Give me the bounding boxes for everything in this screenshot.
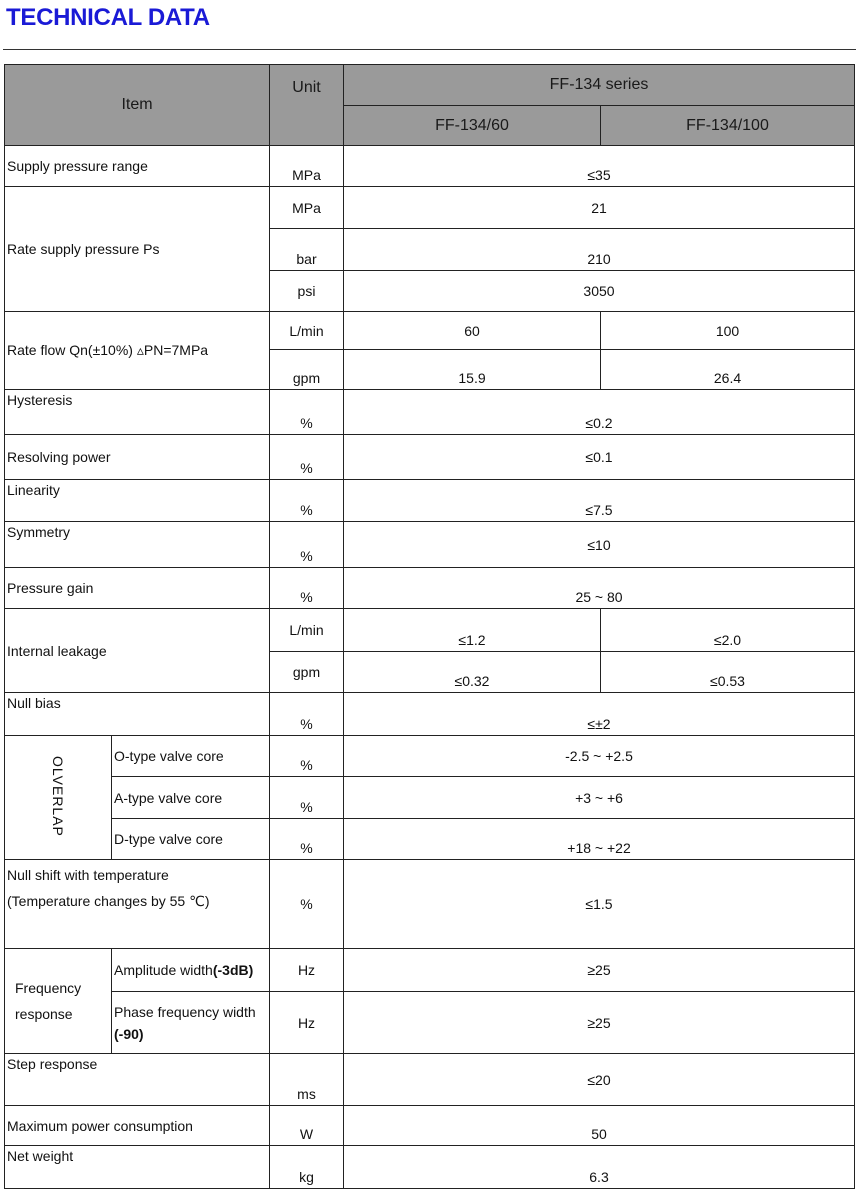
row-label: Internal leakage xyxy=(5,609,270,693)
row-value: 6.3 xyxy=(344,1146,855,1189)
row-value: ≤0.2 xyxy=(344,390,855,435)
row-label: Net weight xyxy=(5,1146,270,1189)
header-item: Item xyxy=(5,65,270,146)
row-label: Symmetry xyxy=(5,522,270,568)
row-value-a: ≤1.2 xyxy=(344,609,601,652)
row-unit: Hz xyxy=(270,949,344,992)
row-label: Pressure gain xyxy=(5,568,270,609)
row-value-b: ≤2.0 xyxy=(601,609,855,652)
title-divider xyxy=(3,49,856,50)
row-unit: bar xyxy=(270,229,344,271)
row-label: A-type valve core xyxy=(112,777,270,819)
row-unit: % xyxy=(270,736,344,777)
row-value: ≤10 xyxy=(344,522,855,568)
table-row xyxy=(5,1054,855,1106)
row-unit: % xyxy=(270,522,344,568)
row-unit: % xyxy=(270,435,344,480)
table-row xyxy=(5,480,855,522)
table-row xyxy=(5,609,855,652)
row-unit: % xyxy=(270,860,344,949)
row-value: +18 ~ +22 xyxy=(344,819,855,860)
row-value: ≤7.5 xyxy=(344,480,855,522)
page-title: TECHNICAL DATA xyxy=(6,4,210,31)
table-row xyxy=(5,819,855,860)
row-label-line1: Null shift with temperature xyxy=(7,867,169,883)
row-value: 25 ~ 80 xyxy=(344,568,855,609)
row-value-a: ≤0.32 xyxy=(344,652,601,693)
table-row xyxy=(5,390,855,435)
row-value: 21 xyxy=(344,187,855,229)
table-row xyxy=(5,949,855,992)
row-unit: gpm xyxy=(270,350,344,390)
row-value: ≤1.5 xyxy=(344,860,855,949)
row-value: 3050 xyxy=(344,271,855,312)
row-label xyxy=(112,949,270,992)
overlap-group-label xyxy=(5,736,112,860)
header-unit: Unit xyxy=(270,65,344,146)
row-unit: % xyxy=(270,390,344,435)
table-row xyxy=(5,568,855,609)
header-series: FF-134 series xyxy=(344,65,855,106)
row-value-b: ≤0.53 xyxy=(601,652,855,693)
row-label xyxy=(112,992,270,1054)
table-row xyxy=(5,1106,855,1146)
row-label-line2: (Temperature changes by 55 ℃) xyxy=(7,893,210,909)
row-value: -2.5 ~ +2.5 xyxy=(344,736,855,777)
row-unit: % xyxy=(270,777,344,819)
table-row xyxy=(5,736,855,777)
amp-item-text: Amplitude width xyxy=(114,962,213,978)
table-row xyxy=(5,860,855,949)
row-value: +3 ~ +6 xyxy=(344,777,855,819)
row-label: Linearity xyxy=(5,480,270,522)
header-model-b: FF-134/100 xyxy=(601,106,855,146)
row-label: Step response xyxy=(5,1054,270,1106)
row-value-b: 26.4 xyxy=(601,350,855,390)
row-unit: gpm xyxy=(270,652,344,693)
row-unit: L/min xyxy=(270,312,344,350)
frequency-group-label xyxy=(5,949,112,1054)
row-label: Rate supply pressure Ps xyxy=(5,187,270,312)
row-value: ≤0.1 xyxy=(344,435,855,480)
row-unit: % xyxy=(270,480,344,522)
amp-item-bold: (-3dB) xyxy=(212,962,254,978)
row-unit: Hz xyxy=(270,992,344,1054)
row-label: Maximum power consumption xyxy=(5,1106,270,1146)
table-row xyxy=(5,146,855,187)
row-value-b: 100 xyxy=(601,312,855,350)
row-value: ≤35 xyxy=(344,146,855,187)
row-value-a: 60 xyxy=(344,312,601,350)
phase-item-bold: (-90) xyxy=(114,1025,144,1042)
row-label: O-type valve core xyxy=(112,736,270,777)
row-unit: ms xyxy=(270,1054,344,1106)
row-label: Hysteresis xyxy=(5,390,270,435)
row-label: D-type valve core xyxy=(112,819,270,860)
frequency-label-line2: response xyxy=(15,1006,73,1022)
phase-item-text: Phase frequency width xyxy=(114,1003,256,1020)
table-row xyxy=(5,1146,855,1189)
row-unit: % xyxy=(270,819,344,860)
row-value: ≥25 xyxy=(344,992,855,1054)
table-row xyxy=(5,693,855,736)
row-unit: MPa xyxy=(270,146,344,187)
row-value: ≤±2 xyxy=(344,693,855,736)
row-label xyxy=(5,860,270,949)
frequency-label-line1: Frequency xyxy=(15,980,82,996)
row-label: Null bias xyxy=(5,693,270,736)
row-value: 50 xyxy=(344,1106,855,1146)
row-value-a: 15.9 xyxy=(344,350,601,390)
table-row xyxy=(5,777,855,819)
overlap-group-text: OLVERLAP xyxy=(50,755,66,837)
table-row xyxy=(5,522,855,568)
row-unit: % xyxy=(270,568,344,609)
table-row xyxy=(5,187,855,229)
row-value: 210 xyxy=(344,229,855,271)
row-unit: psi xyxy=(270,271,344,312)
row-unit: L/min xyxy=(270,609,344,652)
row-label: Supply pressure range xyxy=(5,146,270,187)
row-label: Rate flow Qn(±10%) ▵PN=7MPa xyxy=(5,312,270,390)
table-row xyxy=(5,992,855,1054)
row-value: ≥25 xyxy=(344,949,855,992)
header-model-a: FF-134/60 xyxy=(344,106,601,146)
technical-data-table xyxy=(4,64,855,1189)
table-row xyxy=(5,435,855,480)
row-unit: MPa xyxy=(270,187,344,229)
table-row xyxy=(5,312,855,350)
row-unit: % xyxy=(270,693,344,736)
row-unit: W xyxy=(270,1106,344,1146)
row-label: Resolving power xyxy=(5,435,270,480)
row-unit: kg xyxy=(270,1146,344,1189)
row-value: ≤20 xyxy=(344,1054,855,1106)
